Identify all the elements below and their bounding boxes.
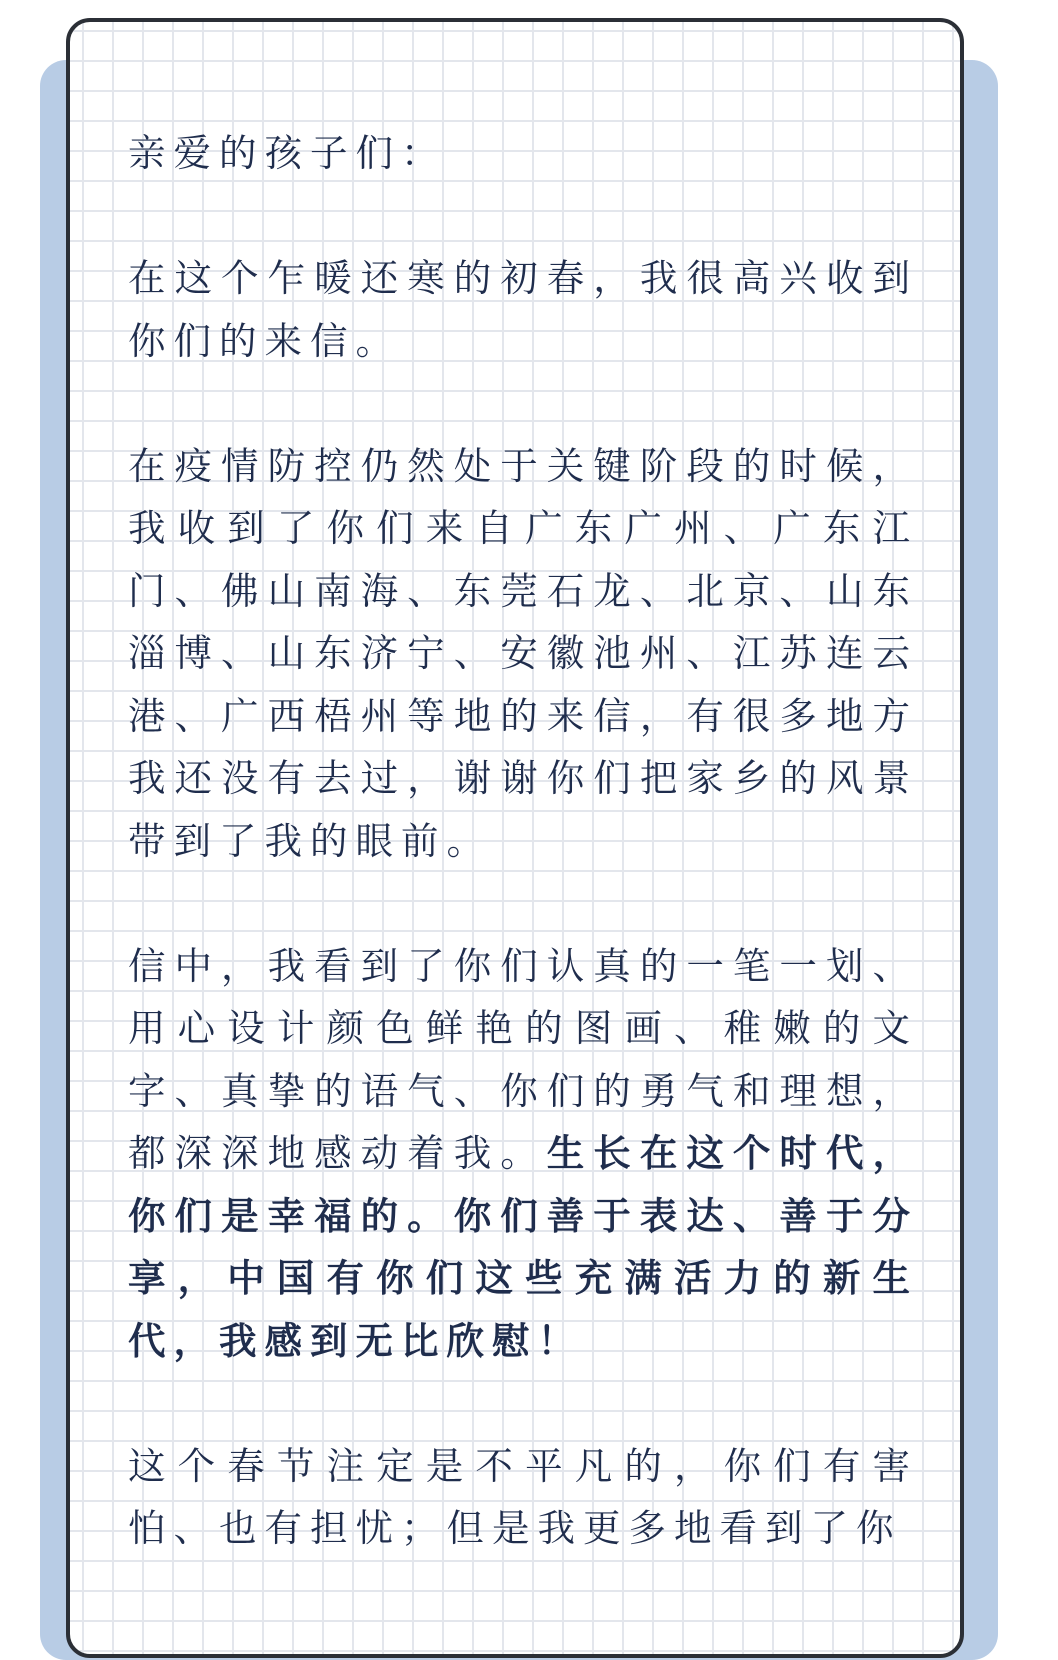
paragraph-3-plain-text: 信中，我看到了你们认真的一笔一划、用心设计颜色鲜艳的图画、稚嫩的文字、真挚的语气、你们的勇气和理想，都深深地感动着我。 bbox=[128, 943, 918, 1175]
letter-paragraph-4: 这个春节注定是不平凡的，你们有害怕、也有担忧；但是我更多地看到了你 bbox=[128, 1443, 918, 1550]
letter-salutation: 亲爱的孩子们： bbox=[128, 131, 447, 175]
letter-body bbox=[128, 122, 918, 1622]
paragraph-3-bold-text: 生长在这个时代，你们是幸福的。你们善于表达、善于分享，中国有你们这些充满活力的新生代，我感到无比欣慰！ bbox=[128, 1131, 918, 1363]
letter-paragraph-3 bbox=[128, 935, 918, 1373]
letter-paragraph-1: 在这个乍暖还寒的初春，我很高兴收到你们的来信。 bbox=[128, 256, 918, 363]
letter-card bbox=[66, 18, 964, 1658]
letter-paragraph-2: 在疫情防控仍然处于关键阶段的时候，我收到了你们来自广东广州、广东江门、佛山南海、东莞石龙、北京、山东淄博、山东济宁、安徽池州、江苏连云港、广西梧州等地的来信，有很多地方我还没有去过，谢谢你们把家乡的风景带到了我的眼前。 bbox=[128, 443, 918, 863]
